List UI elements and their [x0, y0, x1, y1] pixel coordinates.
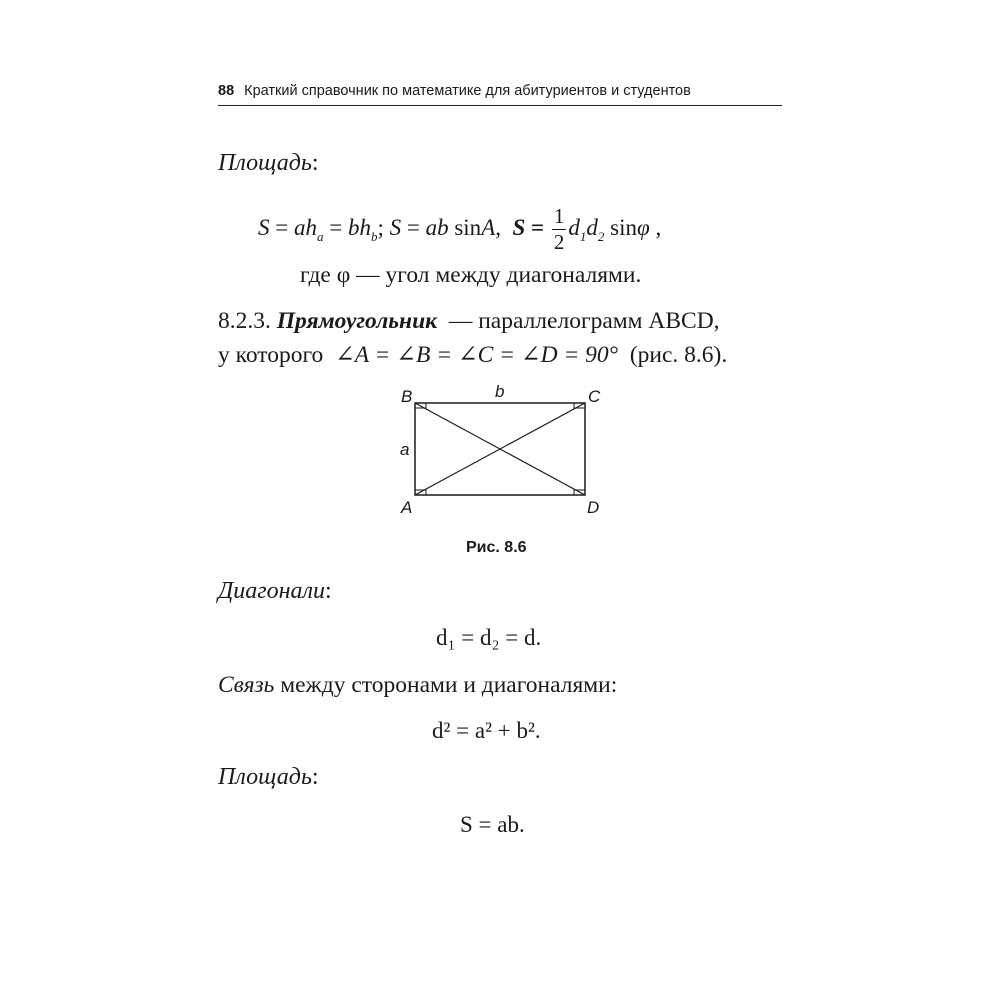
angles-equation: ∠A = ∠B = ∠C = ∠D = 90°	[335, 342, 619, 368]
side-label-a: a	[400, 440, 410, 459]
definition-text: — параллелограмм ABCD,	[448, 308, 720, 334]
relation-heading-rest: между сторонами и диагоналями:	[280, 672, 618, 698]
running-header	[218, 83, 782, 106]
area-heading: Площадь:	[218, 150, 319, 176]
diagonals-heading: Диагонали:	[218, 578, 332, 604]
area-formula-rectangle: S = ab.	[460, 812, 525, 837]
area-heading-rectangle-text: Площадь	[218, 764, 312, 790]
section-number: 8.2.3.	[218, 308, 271, 334]
rectangle-term: Прямоугольник	[276, 308, 438, 334]
vertex-label-b: B	[401, 387, 413, 406]
book-title: Краткий справочник по математике для абитуриентов и студентов	[244, 83, 691, 99]
figure-caption: Рис. 8.6	[466, 539, 527, 556]
side-label-b: b	[495, 382, 505, 401]
area-formula-parallelogram: $S = ah_a = bh_b$; S = ab sinA, S = $\frac{1}{2}$ $d_1d_2$ sinφ ,	[258, 204, 662, 254]
angle-explanation: где φ — угол между диагоналями.	[300, 262, 642, 288]
vertex-label-a: A	[401, 498, 413, 517]
figure-reference: (рис. 8.6).	[629, 342, 728, 368]
diagonals-formula: d₁ = d₂ = d.	[436, 625, 542, 650]
rectangle-definition-line1	[218, 308, 720, 335]
area-heading-text: Площадь	[218, 150, 312, 176]
rectangle-definition-line2	[218, 340, 727, 369]
relation-heading	[218, 672, 617, 699]
diagonals-heading-text: Диагонали	[218, 578, 326, 604]
relation-formula: d² = a² + b².	[432, 718, 541, 743]
relation-heading-italic: Связь	[218, 672, 275, 698]
vertex-label-d: D	[587, 498, 600, 517]
area-heading-rectangle: Площадь:	[218, 764, 319, 790]
page-number: 88	[218, 83, 235, 99]
rectangle-figure	[395, 380, 610, 520]
vertex-label-c: C	[588, 387, 601, 406]
definition-prefix: у которого	[218, 342, 324, 368]
